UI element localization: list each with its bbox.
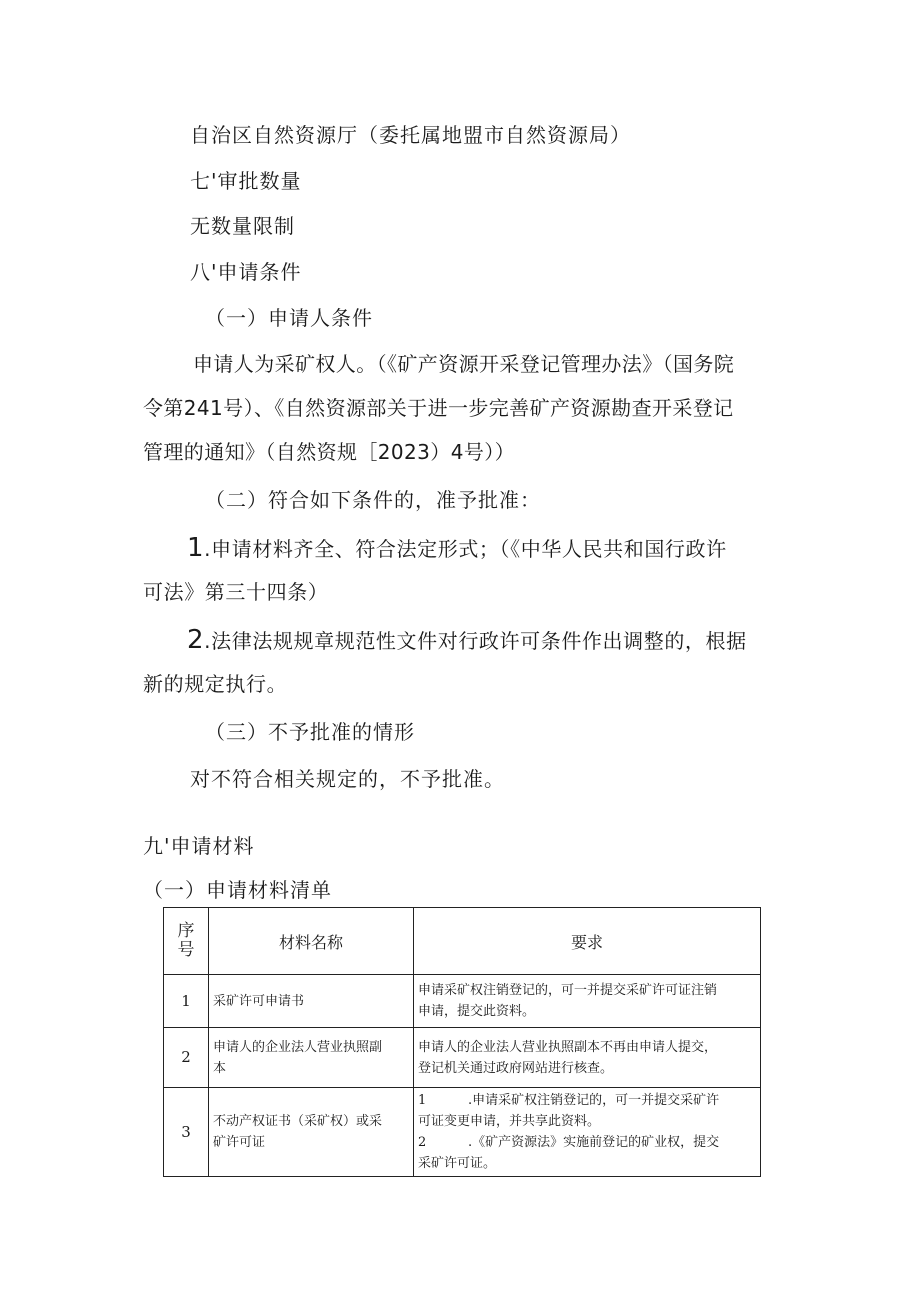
applicant-conditions-line-3: 管理的通知》（自然资规［2023）4号）） (143, 440, 516, 464)
row-2-name-line-1: 申请人的企业法人营业执照副 (213, 1039, 383, 1055)
section-9-heading: 九'申请材料 (143, 834, 255, 858)
header-serial-number (164, 908, 209, 975)
condition-item-1-number: 1 (187, 533, 205, 563)
condition-item-1-line-1: .申请材料齐全、符合法定形式；（《中华人民共和国行政许 (204, 537, 727, 561)
condition-item-2-number: 2 (187, 625, 205, 655)
table-row (164, 1088, 761, 1177)
header-requirement: 要求 (414, 908, 761, 975)
condition-item-2-cont (143, 662, 287, 706)
row-3-name-line-2: 矿许可证 (213, 1135, 266, 1150)
condition-item-2-line-2: 新的规定执行。 (143, 672, 288, 696)
row-2-name-line-2: 本 (213, 1060, 227, 1076)
row-3-name-line-1: 不动产权证书（采矿权）或采 (213, 1114, 383, 1129)
applicant-conditions-line-2: 令第241号）、《自然资源部关于进一步完善矿产资源勘查开采登记 (143, 396, 734, 420)
row-2-name (209, 1028, 414, 1088)
row-1-number: 1 (164, 975, 209, 1028)
condition-item-2-line-1: .法律法规规章规范性文件对行政许可条件作出调整的，根据 (204, 629, 747, 653)
row-3-number: 3 (164, 1088, 209, 1177)
row-3-req-item-2-number: 2 (418, 1135, 427, 1150)
condition-item-2 (187, 618, 747, 663)
table-row (164, 975, 761, 1028)
row-3-req-item-1-number: 1 (418, 1093, 427, 1108)
row-3-requirement-item-2 (418, 1132, 756, 1153)
row-2-requirement-line-1: 申请人的企业法人营业执照副本不再由申请人提交， (418, 1039, 718, 1055)
rejection-conditions-content: 对不符合相关规定的，不予批准。 (190, 767, 505, 791)
applicant-conditions-text-cont (143, 386, 734, 474)
approval-authority: 自治区自然资源厅（委托属地盟市自然资源局） (190, 123, 631, 147)
row-2-requirement (414, 1028, 761, 1088)
row-1-requirement-line-2: 申请，提交此资料。 (418, 1004, 536, 1019)
table-row (164, 1028, 761, 1088)
row-2-requirement-line-2: 登记机关通过政府网站进行核查。 (418, 1060, 614, 1076)
rejection-conditions-heading: （三）不予批准的情形 (205, 720, 415, 744)
row-3-req-item-1-line-2: 可证变更申请，并共享此资料。 (418, 1114, 601, 1129)
condition-item-1-line-2: 可法》第三十四条） (143, 580, 329, 604)
section-7-content: 无数量限制 (190, 214, 295, 238)
header-material-name: 材料名称 (209, 908, 414, 975)
table-header-row (164, 908, 761, 975)
row-1-name: 采矿许可申请书 (209, 975, 414, 1028)
row-3-requirement (414, 1088, 761, 1177)
row-3-requirement-item-1 (418, 1090, 756, 1111)
condition-item-1-cont (143, 570, 328, 614)
applicant-conditions-text (193, 342, 734, 386)
condition-item-1 (187, 526, 727, 571)
row-2-number: 2 (164, 1028, 209, 1088)
applicant-conditions-line-1: 申请人为采矿权人。（《矿产资源开采登记管理办法》（国务院 (193, 352, 735, 376)
materials-table (163, 907, 761, 1177)
section-8-heading: 八'申请条件 (190, 260, 302, 284)
row-1-requirement-line-1: 申请采矿权注销登记的，可一并提交采矿许可证注销 (418, 983, 718, 998)
header-serial-line-1: 序 (177, 921, 195, 941)
header-serial-line-2: 号 (177, 940, 195, 960)
materials-list-heading: （一）申请材料清单 (143, 878, 332, 902)
row-3-req-item-2-line-2: 采矿许可证。 (418, 1156, 497, 1171)
applicant-conditions-heading: （一）申请人条件 (205, 306, 373, 330)
row-3-req-item-1-line-1: .申请采矿权注销登记的，可一并提交采矿许 (468, 1093, 720, 1108)
approval-conditions-heading: （二）符合如下条件的，准予批准： (205, 488, 541, 512)
row-1-requirement (414, 975, 761, 1028)
section-7-heading: 七'审批数量 (190, 169, 302, 193)
row-3-req-item-2-line-1: .《矿产资源法》实施前登记的矿业权，提交 (468, 1135, 720, 1150)
row-3-name (209, 1088, 414, 1177)
